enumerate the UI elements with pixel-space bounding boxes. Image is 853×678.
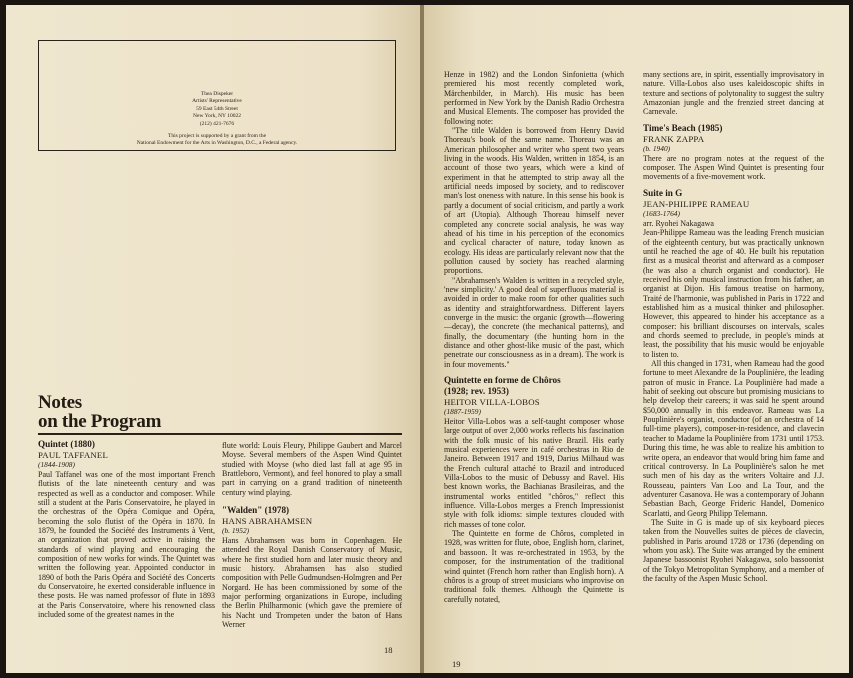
composer-dates: (1887-1959) bbox=[444, 407, 481, 416]
work-title: Time's Beach (1985) bbox=[643, 122, 723, 133]
composer-name: FRANK ZAPPA bbox=[643, 133, 705, 144]
body-paragraph: The Quintette en forme de Chôros, completed in 1928, was written for flute, oboe, English horn, clarinet, and bassoon. It was re-orchestrated in 1953, by the composer, for the instrumentation of the traditional wind quintet (French horn rather than English horn). A chôros is a group of street musicians who improvise on traditional folk themes. Although the Quintette is carefully notated, bbox=[444, 529, 624, 604]
body-paragraph: "The title Walden is borrowed from Henry David Thoreau's book of the same name. Thoreau was an American philosopher and writer who spent two years living in the woods. His Walden, written in 1854, is an account of those two years, which were a kind of experiment in that he attempted to strip away all the artificial needs imposed by society, and to rediscover man's lost oneness with nature. In this sense his book is partly a document of social criticism, and partly a work of art (Utopia). Although Thoreau himself never completed any concrete social analysis, he was way ahead of his time in his perception of the economics and cyclical character of nature, today known as ecology. His ideas are particularly relevant now that the pollution caused by society has reached alarming proportions. bbox=[444, 126, 624, 276]
body-paragraph: All this changed in 1731, when Rameau had the good fortune to meet Alexandre de la Pouplinière, the leading patron of music in France. La Pouplinière had made a habit of seeking out obscure but promising musicians to help develop their careers; it was said he spent around $50,000 annually in this endeavor. Rameau was La Pouplinière's organist, conductor (of an orchestra of 14 full-time players), composer-in-residence, and clavecin teacher to Madame la Pouplinière from 1731 until 1753. During this time, he was able to realize his ambition to write opera, an endeavor that would bring him fame and critical controversy. In La Pouplinière's salon he met such men of his day as the writers Voltaire and J.J. Rousseau, painters Van Loo and La Tour, and the adventurer Casanova. He was a contemporary of Johann Sebastian Bach, George Frideric Handel, Domenico Scarlatti, and Georg Philipp Telemann. bbox=[643, 359, 824, 518]
composer-dates: (b. 1940) bbox=[643, 143, 671, 153]
composer-name: HEITOR VILLA-LOBOS bbox=[444, 397, 540, 407]
composer-name: HANS ABRAHAMSEN bbox=[222, 516, 313, 527]
heading-line-2: on the Program bbox=[38, 411, 162, 432]
body-paragraph: Hans Abrahamsen was born in Copenhagen. He attended the Royal Danish Conservatory of Music, where he first studied horn and later music theory and music history. Abrahamsen has also studied composition with Pelle Gudmundsen-Holmgren and Per Norgard. He has been commissioned by some of the major performing organizations in Europe, including the Berlin Philharmonic (which gave the premiere of his Nacht und Trompeten under the baton of Hans Werner bbox=[222, 536, 402, 630]
credit-line: 59 East 54th Street bbox=[196, 105, 238, 112]
work-title: Quintet (1880) bbox=[38, 439, 95, 449]
grant-line: National Endowment for the Arts in Washington, D.C., a Federal agency. bbox=[136, 140, 298, 147]
body-paragraph: The Suite in G is made up of six keyboard pieces taken from the Nouvelles suites de pièces de clavecin, published in Paris around 1728 or 1736 (depending on whom you ask). The Suite was arranged by the eminent Japanese bassoonist Ryohei Nakagawa, solo bassoonist of the Tokyo Metropolitan Symphony, and a member of the faculty of the Aspen Music School. bbox=[643, 517, 824, 583]
page-number: 18 bbox=[384, 645, 393, 655]
body-paragraph: Heitor Villa-Lobos was a self-taught composer whose large output of over 2,000 works reflects his fascination with the folk music of his native Brazil. His early musical experiences were in café orchestras in Rio de Janeiro. Between 1917 and 1919, Darius Milhaud was the French cultural attaché to Brazil and introduced Villa-Lobos to the music of Debussy and Ravel. His best known works, the Bachianas Brasileiras, and the instrumental works entitled "chôros," reflect this influence. Villa-Lobos merges a French Impressionist style with folk idioms: simple textures clouded with rich masses of tone color. bbox=[444, 417, 624, 529]
work-title bbox=[444, 375, 624, 397]
arranger-credit: arr. Ryohei Nakagawa bbox=[643, 218, 714, 228]
heading-rule bbox=[38, 433, 402, 435]
credit-line: Artists' Representative bbox=[192, 98, 242, 105]
composer-name: JEAN-PHILIPPE RAMEAU bbox=[643, 198, 750, 209]
credit-line: New York, NY 10022 bbox=[193, 113, 241, 120]
work-title: Suite in G bbox=[643, 187, 683, 198]
credit-line: (212) 421-7676 bbox=[199, 120, 235, 127]
body-paragraph: Henze in 1982) and the London Sinfonietta (which premiered his most recently completed work, Märchenbilder, in March). His music has been performed in New York by the Danish Radio Orchestra and Musical Elements. The composer has provided the following note: bbox=[444, 70, 624, 126]
left-column-1 bbox=[38, 439, 215, 620]
body-paragraph: Paul Taffanel was one of the most important French flutists of the late nineteenth century and was respected as well as a conductor and composer. While still a student at the Paris Conservatoire, he played in the orchestras of the Opéra Comique and Opéra, becoming the solo flutist of the Opéra in 1870. In 1879, he founded the Société des Instruments à Vent, an organization that proved active in raising the standards of wind playing and encouraging the composition of new works for winds. The Quintet was written the following year. Appointed conductor in 1890 of both the Paris Opéra and Société des Concerts du Conservatoire, he exerted considerable influence in these posts. He was named professor of flute in 1893 at the Paris Conservatoire, where his renowned class included some of the greatest names in the bbox=[38, 470, 215, 620]
right-page bbox=[424, 5, 849, 673]
notes-heading bbox=[38, 393, 421, 431]
composer-dates: (b. 1952) bbox=[222, 526, 250, 536]
credit-line: Thea Dispeker bbox=[200, 91, 234, 97]
work-title: "Walden" (1978) bbox=[222, 505, 290, 516]
body-paragraph: "Abrahamsen's Walden is written in a recycled style, 'new simplicity.' A good deal of superfluous material is avoided in order to make room for other qualities such as identity and straightforwardness. Different layers converge in the music: the organic (growth—flowering—decay), the concrete (the mechanical patterns), and finally, the documentary (the hunting horn in the distance and other ghost-like music of the past, which penetrate our consciousness as in a dream). The work is in four movements." bbox=[444, 275, 624, 369]
body-paragraph: Jean-Philippe Rameau was the leading French musician of the eighteenth century, but was practically unknown until he reached the age of 40. He built his reputation first as a musical theorist and afterward as a composer (he was also a church organist and conductor). He received his only musical instruction from his father, an organist at Dijon. His famous treatise on harmony, Traité de l'harmonie, was published in Paris in 1722 and established him as a musical thinker and philosopher. However, this appeared to hinder his acceptance as a composer: his brilliant discourses on intervals, scales and chords seemed to preclude, in people's minds at least, the possibility that his music would be enjoyable to listen to. bbox=[643, 228, 824, 359]
composer-dates: (1844-1908) bbox=[38, 460, 75, 469]
right-column-1 bbox=[444, 70, 624, 604]
grant-line: This project is supported by a grant from the bbox=[167, 133, 267, 140]
body-paragraph: There are no program notes at the request of the composer. The Aspen Wind Quintet is presenting four movements of a five-movement work. bbox=[643, 153, 824, 182]
body-paragraph: many sections are, in spirit, essentially improvisatory in nature. Villa-Lobos also uses kaleidoscopic shifts in texture and sections of polytonality to suggest the sultry Amazonian jungle and the frenzied street dancing at Carnevale. bbox=[643, 70, 824, 117]
work-title-line: (1928; rev. 1953) bbox=[444, 386, 509, 396]
credit-box bbox=[38, 40, 396, 151]
page-number: 19 bbox=[452, 659, 461, 669]
heading-line-1: Notes bbox=[38, 392, 82, 413]
right-column-2 bbox=[643, 70, 824, 583]
work-title-line: Quintette en forme de Chôros bbox=[444, 375, 561, 385]
composer-dates: (1683-1764) bbox=[643, 208, 680, 218]
left-page bbox=[6, 5, 421, 673]
composer-name: PAUL TAFFANEL bbox=[38, 450, 109, 460]
body-paragraph: flute world: Louis Fleury, Philippe Gaubert and Marcel Moyse. Several members of the Aspen Wind Quintet studied with Moyse (who died last fall at age 95 in Brattleboro, Vermont), and feel honored to play a small part in carrying on a grand tradition of nineteenth century wind playing. bbox=[222, 441, 402, 497]
left-column-2 bbox=[222, 441, 402, 630]
